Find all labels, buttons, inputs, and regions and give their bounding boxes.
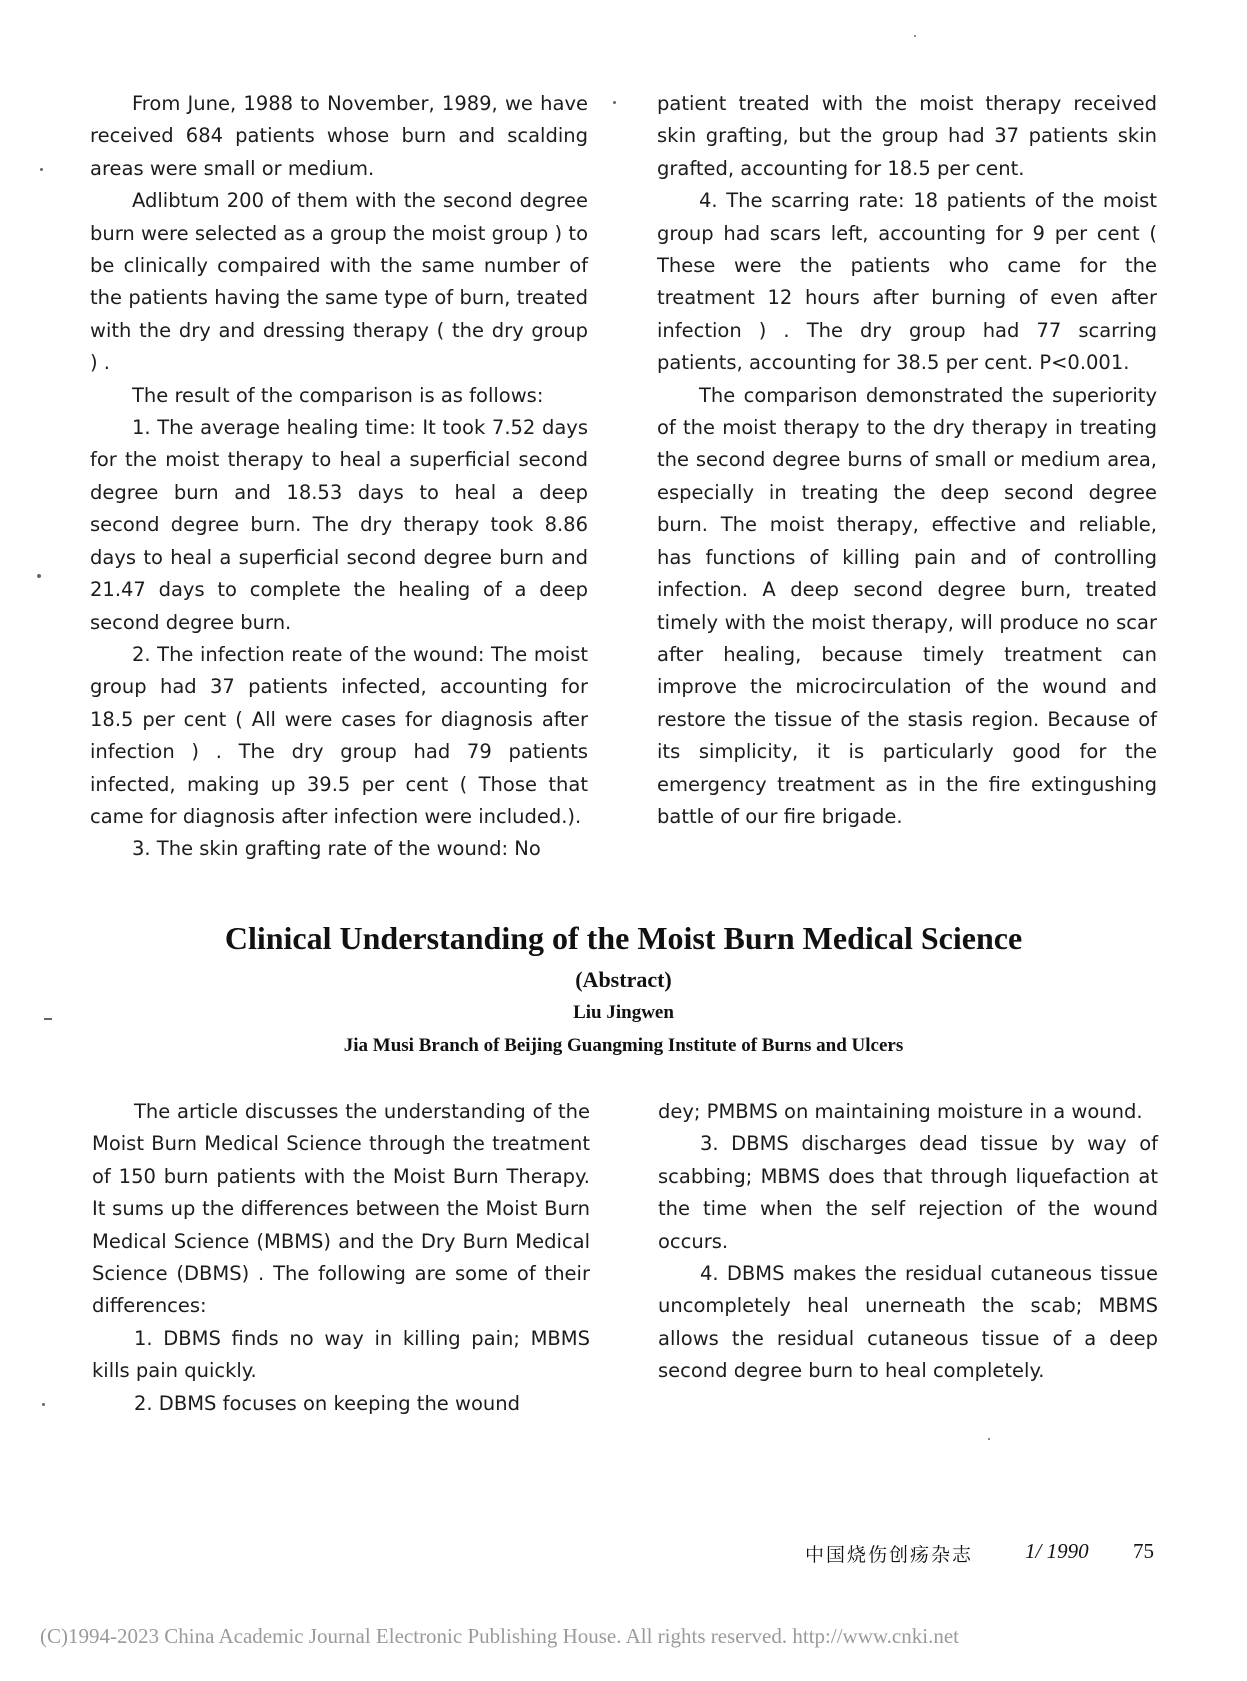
paragraph: 2. The infection reate of the wound: The moist group had 37 patients infected, accounting for 18.5 per cent ( All were cases for diagnosis after infection ) . The dry group had 79 patients infected, making up 39.5 per cent ( Those that came for diagnosis after infection were included.). [90,642,588,828]
article-title: Clinical Understanding of the Moist Burn Medical Science [224,920,1023,956]
paragraph: From June, 1988 to November, 1989, we have received 684 patients whose burn and scalding areas were small or medium. [90,92,588,180]
journal-issue: 1/ 1990 [1025,1539,1089,1563]
scan-speck [42,1403,45,1406]
abstract-right-column [658,1096,1158,1388]
paragraph: dey; PMBMS on maintaining moisture in a wound. [658,1100,1143,1123]
paragraph: 4. DBMS makes the residual cutaneous tissue uncompletely heal unerneath the scab; MBMS allows the residual cutaneous tissue of a deep second degree burn to heal completely. [658,1262,1158,1383]
scan-speck [37,574,41,578]
top-right-column [657,88,1157,833]
copyright-notice: (C)1994-2023 China Academic Journal Electronic Publishing House. All rights reserved. http://www.cnki.net [40,1624,959,1648]
paragraph: Adlibtum 200 of them with the second degree burn were selected as a group the moist group ) to be clinically compaired with the same number of the patients having the same type of burn, treated with the dry and dressing therapy ( the dry group ) . [90,189,588,375]
article-affiliation: Jia Musi Branch of Beijing Guangming Institute of Burns and Ulcers [343,1035,904,1056]
paragraph: 3. The skin grafting rate of the wound: No [132,837,541,861]
paragraph: 4. The scarring rate: 18 patients of the moist group had scars left, accounting for 9 per cent ( These were the patients who came for the treatment 12 hours after burning of even after infection ) . The dry group had 77 scarring patients, accounting for 38.5 per cent. P<0.001. [657,189,1157,375]
scan-speck [914,35,916,37]
article-subtitle: (Abstract) [575,967,672,992]
journal-name: 中国烧伤创疡杂志 [805,1545,974,1566]
paragraph: The comparison demonstrated the superiority of the moist therapy to the dry therapy in treating the second degree burns of small or medium area, especially in treating the deep second degree burn. The moist therapy, effective and reliable, has functions of killing pain and of controlling infection. A deep second degree burn, treated timely with the moist therapy, will produce no scar after healing, because timely treatment can improve the microcirculation of the wound and restore the tissue of the stasis region. Because of its simplicity, it is particularly good for the emergency treatment as in the fire extingushing battle of our fire brigade. [657,383,1157,828]
scan-speck [40,168,43,171]
paragraph: The article discusses the understanding of the Moist Burn Medical Science through the treatment of 150 burn patients with the Moist Burn Therapy. It sums up the differences between the Moist Burn Medical Science (MBMS) and the Dry Burn Medical Science (DBMS) . The following are some of their differences: [92,1100,590,1318]
article-author: Liu Jingwen [573,1002,674,1023]
paragraph: patient treated with the moist therapy received skin grafting, but the group had 37 patients skin grafted, accounting for 18.5 per cent. [657,92,1157,180]
paragraph: 3. DBMS discharges dead tissue by way of scabbing; MBMS does that through liquefaction at the time when the self rejection of the wound occurs. [658,1132,1158,1253]
abstract-left-column [92,1096,590,1420]
paragraph: 1. The average healing time: It took 7.52 days for the moist therapy to heal a superficial second degree burn and 18.53 days to heal a deep second degree burn. The dry therapy took 8.86 days to heal a superficial second degree burn and 21.47 days to complete the healing of a deep second degree burn. [90,416,588,634]
paragraph: 2. DBMS focuses on keeping the wound [134,1391,520,1415]
top-left-column [90,88,588,866]
paragraph: 1. DBMS finds no way in killing pain; MBMS kills pain quickly. [92,1326,590,1383]
page-number: 75 [1133,1539,1154,1563]
scan-speck [44,1018,52,1020]
paragraph: The result of the comparison is as follows: [132,383,544,407]
scan-speck [613,101,616,104]
scan-speck [988,1438,990,1440]
